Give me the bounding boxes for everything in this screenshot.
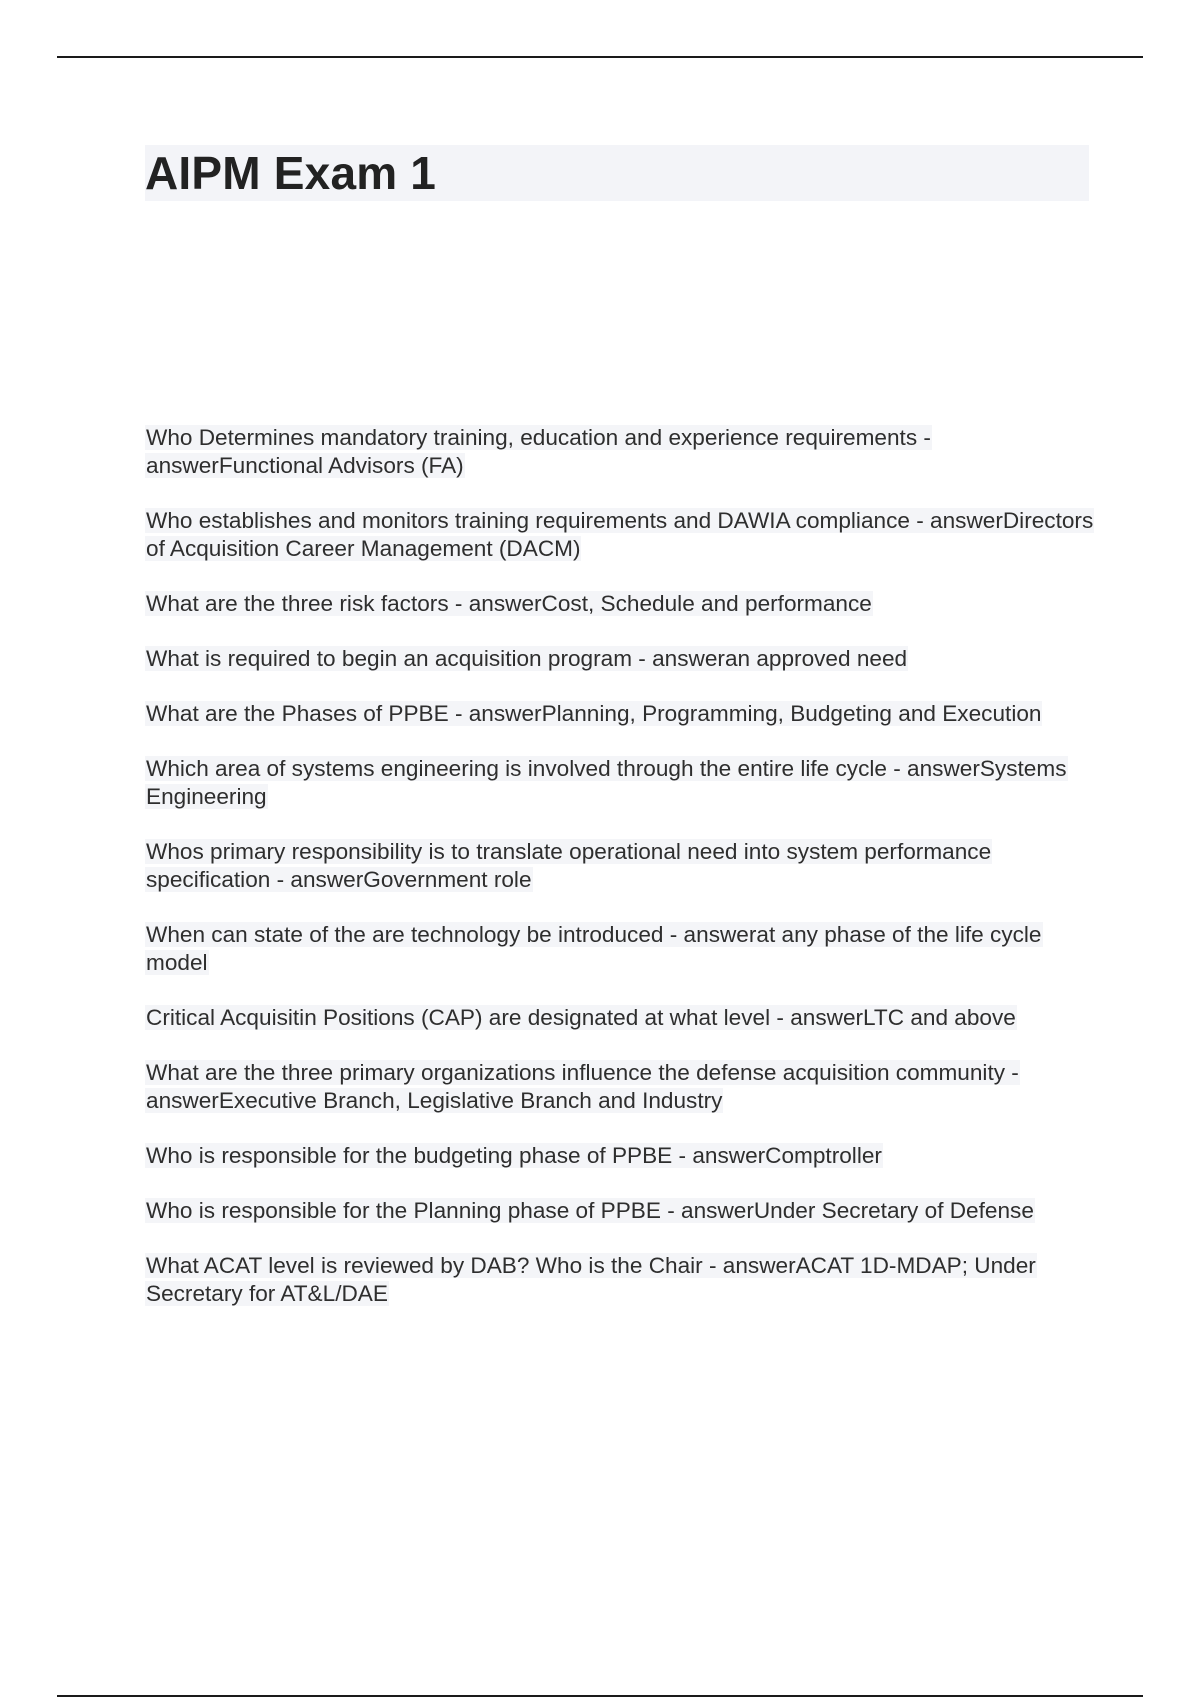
qa-text: What is required to begin an acquisition program - answeran approved need — [146, 646, 908, 671]
qa-text: Who is responsible for the budgeting phase of PPBE - answerComptroller — [146, 1143, 882, 1168]
page-title: AIPM Exam 1 — [145, 147, 437, 199]
qa-text: What ACAT level is reviewed by DAB? Who is the Chair - answerACAT 1D-MDAP; Under Secretary for AT&L/DAE — [146, 1253, 1036, 1306]
qa-text: Who establishes and monitors training requirements and DAWIA compliance - answerDirectors of Acquisition Career Management (DACM) — [146, 508, 1094, 561]
list-item — [145, 1004, 1105, 1032]
list-item — [145, 1252, 1105, 1308]
list-item — [145, 1197, 1105, 1225]
bottom-rule — [57, 1695, 1143, 1697]
list-item — [145, 1142, 1105, 1170]
list-item — [145, 590, 1105, 618]
qa-list — [145, 424, 1105, 1335]
top-rule — [57, 56, 1143, 58]
list-item — [145, 424, 1105, 480]
qa-text: Which area of systems engineering is involved through the entire life cycle - answerSystems Engineering — [146, 756, 1067, 809]
qa-text: What are the Phases of PPBE - answerPlanning, Programming, Budgeting and Execution — [146, 701, 1042, 726]
list-item — [145, 507, 1105, 563]
qa-text: What are the three primary organizations influence the defense acquisition community - answerExecutive Branch, Legislative Branch and Industry — [146, 1060, 1019, 1113]
qa-text: When can state of the are technology be introduced - answerat any phase of the life cycle model — [146, 922, 1042, 975]
qa-text: Whos primary responsibility is to translate operational need into system performance specification - answerGovernment role — [146, 839, 992, 892]
list-item — [145, 921, 1105, 977]
qa-text: Who is responsible for the Planning phase of PPBE - answerUnder Secretary of Defense — [146, 1198, 1034, 1223]
list-item — [145, 838, 1105, 894]
qa-text: Who Determines mandatory training, education and experience requirements - answerFunctional Advisors (FA) — [146, 425, 931, 478]
list-item — [145, 700, 1105, 728]
list-item — [145, 755, 1105, 811]
list-item — [145, 645, 1105, 673]
qa-text: What are the three risk factors - answerCost, Schedule and performance — [146, 591, 872, 616]
list-item — [145, 1059, 1105, 1115]
qa-text: Critical Acquisitin Positions (CAP) are designated at what level - answerLTC and above — [146, 1005, 1016, 1030]
